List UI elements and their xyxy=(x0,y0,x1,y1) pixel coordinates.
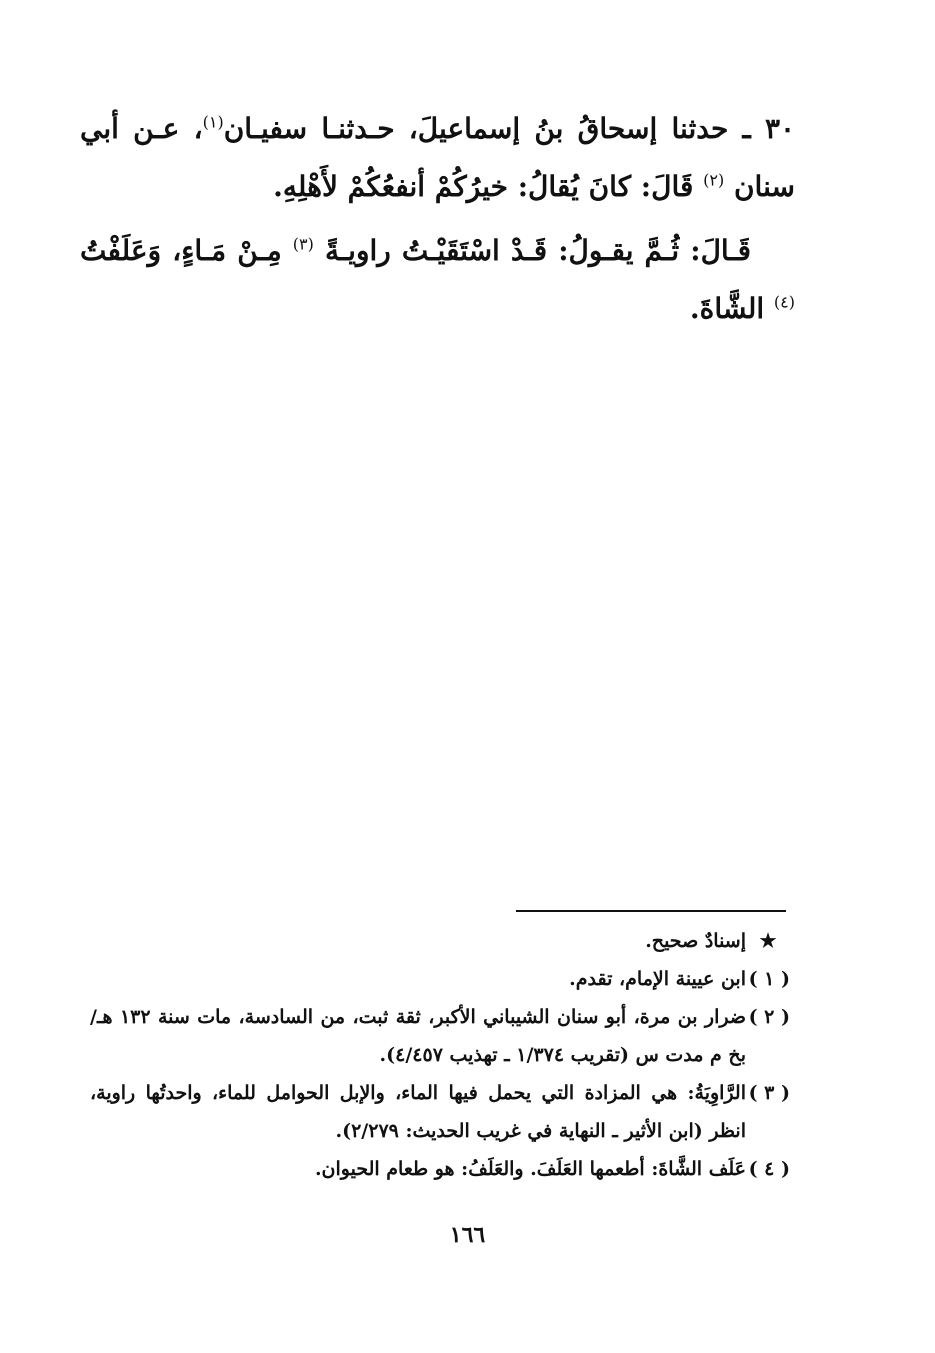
footnotes-section xyxy=(90,922,790,1188)
hadith-number: ٣٠ ـ xyxy=(742,112,796,145)
footnote-number: ( ١ ) xyxy=(748,968,790,990)
footnote-text: ضرار بن مرة، أبو سنان الشيباني الأكبر، ثقة ثبت، من السادسة، مات سنة ١٣٢ هـ/ بخ م مدت س (تقريب ١/٣٧٤ ـ تهذيب ٤/٤٥٧). xyxy=(90,1006,747,1066)
footnote-ref-3: (٣) xyxy=(292,234,314,254)
page-number: ١٦٦ xyxy=(449,1222,486,1248)
footnote-text: الرَّاوِيَةُ: هي المزادة التي يحمل فيها الماء، والإبل الحوامل للماء، واحدتُها راوية، انظر (ابن الأثير ـ النهاية في غريب الحديث: ٢/٢٧٩). xyxy=(90,1082,746,1142)
hadith-chain-text: حدثنا إسحاقُ بنُ إسماعيلَ، حـدثنـا سفيـان xyxy=(223,112,729,145)
qala-end: الشَّاةَ. xyxy=(689,292,765,325)
footnote-number: ( ٢ ) xyxy=(748,1006,790,1028)
footnote-number: ( ٣ ) xyxy=(748,1082,790,1104)
hadith-paragraph xyxy=(80,100,795,216)
footnote-ref-4: (٤) xyxy=(773,292,795,312)
hadith-matn-text: قَالَ: كانَ يُقالُ: خيرُكُمْ أنفعُكُمْ لأَهْلِهِ. xyxy=(273,170,694,203)
footnote-text: عَلَف الشَّاةَ: أطعمها العَلَفَ. والعَلَفُ: هو طعام الحيوان. xyxy=(314,1158,746,1180)
hadith-chain-cont: ، عـن أبي سنان xyxy=(80,112,795,203)
footnote-star-text: إسنادٌ صحيح. xyxy=(645,930,746,952)
footnote-4 xyxy=(90,1150,790,1188)
footnote-1 xyxy=(90,960,790,998)
footnote-ref-1: (١) xyxy=(202,112,224,132)
hadith-text xyxy=(80,100,795,344)
qala-text: قَـالَ: ثُـمَّ يقـولُ: قَـدْ اسْتَقَيْـتُ راويـةً xyxy=(324,234,752,267)
footnote-3 xyxy=(90,1074,790,1150)
footnote-number: ( ٤ ) xyxy=(748,1158,790,1180)
footnote-divider xyxy=(516,910,786,912)
footnote-star xyxy=(90,922,790,960)
footnote-2 xyxy=(90,998,790,1074)
star-mark: ★ xyxy=(759,930,777,952)
qala-paragraph xyxy=(80,222,795,338)
footnote-text: ابن عيينة الإمام، تقدم. xyxy=(569,968,746,990)
footnote-ref-2: (٢) xyxy=(703,170,725,190)
qala-cont: مِـنْ مَـاءٍ، وَعَلَفْتُ xyxy=(80,234,282,267)
